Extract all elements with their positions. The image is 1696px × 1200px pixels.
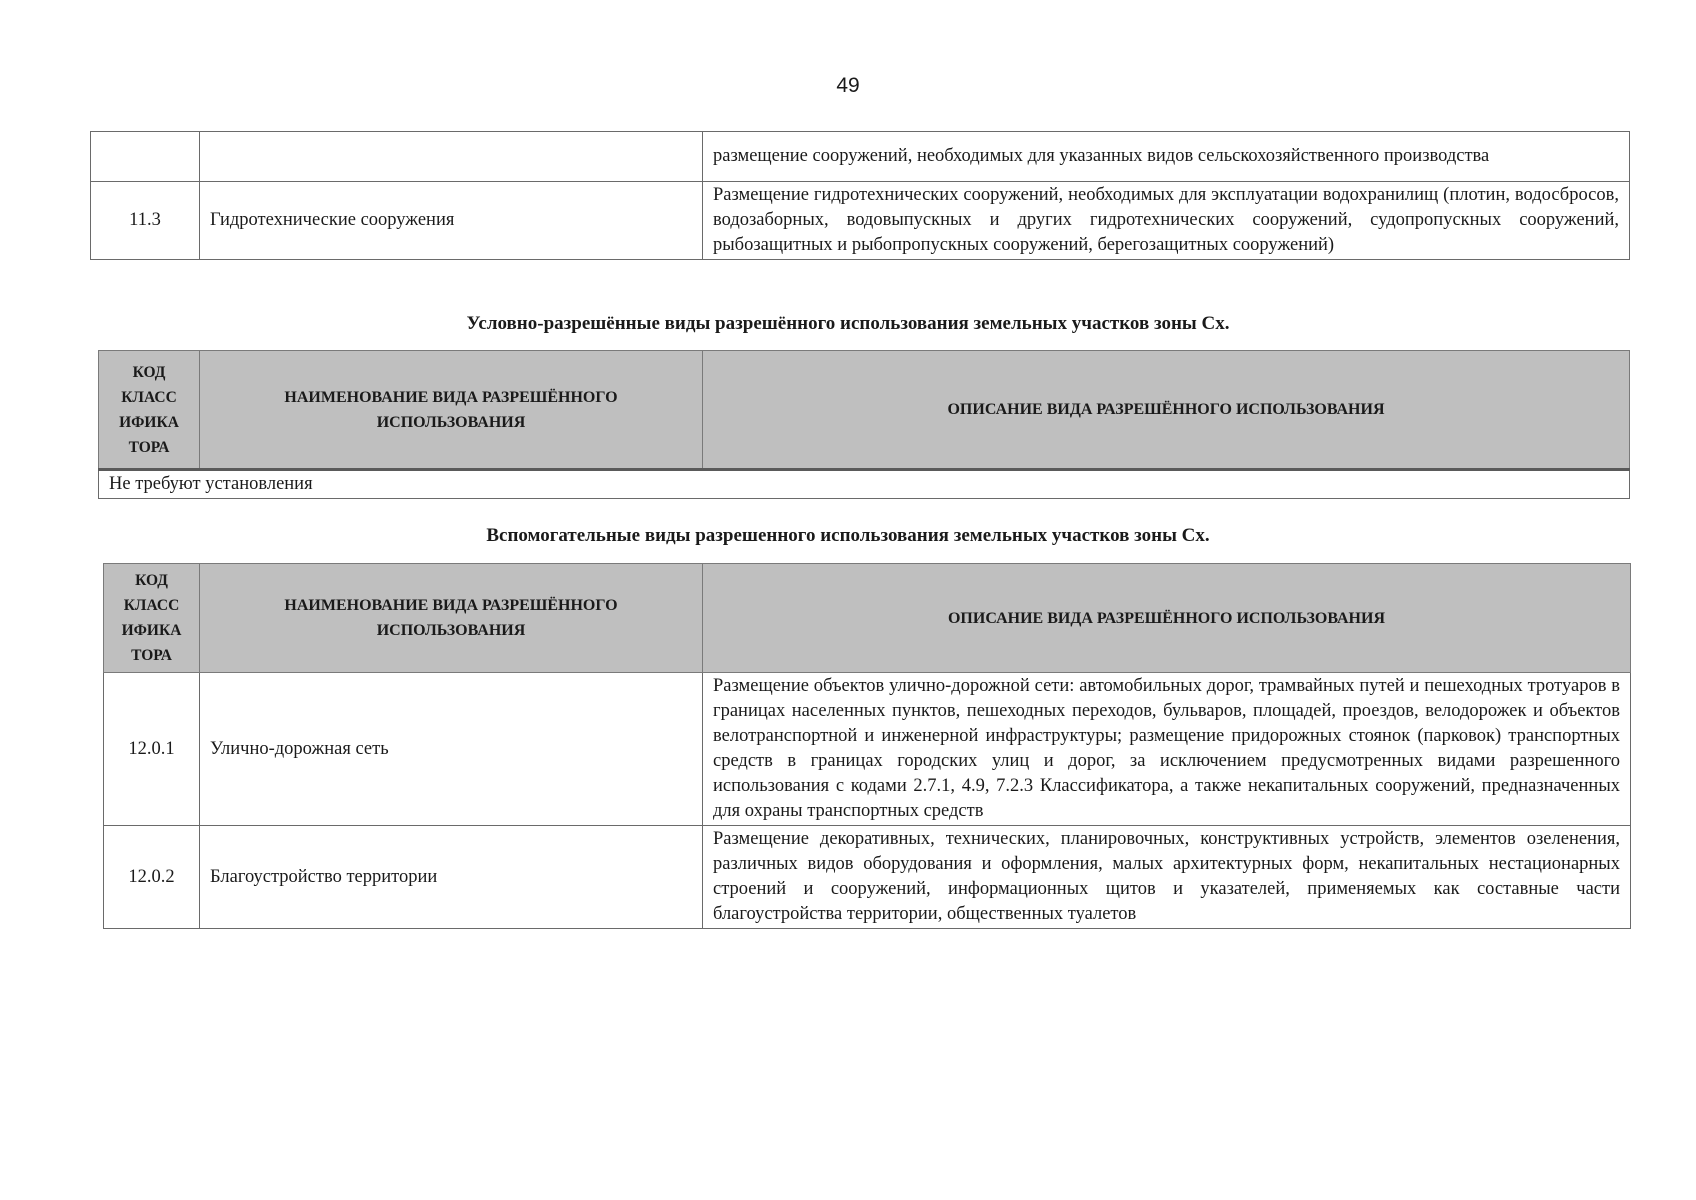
- header-description: ОПИСАНИЕ ВИДА РАЗРЕШЁННОГО ИСПОЛЬЗОВАНИЯ: [703, 564, 1631, 673]
- table-header-row: [99, 351, 1630, 470]
- table-row: [104, 673, 1631, 826]
- header-name: НАИМЕНОВАНИЕ ВИДА РАЗРЕШЁННОГО ИСПОЛЬЗОВАНИЯ: [200, 351, 703, 470]
- section-title-auxiliary: Вспомогательные виды разрешенного использования земельных участков зоны Сх.: [486, 525, 1210, 546]
- description-cell: Размещение гидротехнических сооружений, необходимых для эксплуатации водохранилищ (плотин, водосбросов, водозаборных, водовыпускных и других гидротехнических сооружений, судопропускных сооружений, рыбозащитных и рыбопропускных сооружений, берегозащитных сооружений): [703, 182, 1630, 260]
- continued-table: [90, 131, 1630, 260]
- header-code: КОД КЛАСС ИФИКА ТОРА: [99, 351, 200, 470]
- section-title-conditional: Условно-разрешённые виды разрешённого использования земельных участков зоны Сх.: [466, 313, 1230, 334]
- table-row: [104, 826, 1631, 929]
- auxiliary-uses-table: [103, 563, 1631, 929]
- header-name: НАИМЕНОВАНИЕ ВИДА РАЗРЕШЁННОГО ИСПОЛЬЗОВАНИЯ: [200, 564, 703, 673]
- code-cell: 11.3: [91, 182, 200, 260]
- page-number: 49: [836, 74, 860, 97]
- code-cell: [91, 132, 200, 182]
- description-cell: Размещение декоративных, технических, планировочных, конструктивных устройств, элементов озеленения, различных видов оборудования и оформления, малых архитектурных форм, некапитальных нестационарных строений и сооружений, информационных щитов и указателей, применяемых как составные части благоустройства территории, общественных туалетов: [703, 826, 1631, 929]
- name-cell: Улично-дорожная сеть: [200, 673, 703, 826]
- table-header-row: [104, 564, 1631, 673]
- note-cell: Не требуют установления: [99, 470, 1630, 499]
- table-row: [91, 132, 1630, 182]
- code-cell: 12.0.1: [104, 673, 200, 826]
- header-description: ОПИСАНИЕ ВИДА РАЗРЕШЁННОГО ИСПОЛЬЗОВАНИЯ: [703, 351, 1630, 470]
- description-cell: размещение сооружений, необходимых для указанных видов сельскохозяйственного производства: [703, 132, 1630, 182]
- name-cell: Благоустройство территории: [200, 826, 703, 929]
- table-row: [99, 470, 1630, 499]
- conditional-uses-table: [98, 350, 1630, 499]
- description-cell: Размещение объектов улично-дорожной сети: автомобильных дорог, трамвайных путей и пешеходных тротуаров в границах населенных пунктов, пешеходных переходов, бульваров, площадей, проездов, велодорожек и объектов велотранспортной и инженерной инфраструктуры; размещение придорожных стоянок (парковок) транспортных средств в границах городских улиц и дорог, за исключением предусмотренных видами разрешенного использования с кодами 2.7.1, 4.9, 7.2.3 Классификатора, а также некапитальных сооружений, предназначенных для охраны транспортных средств: [703, 673, 1631, 826]
- code-cell: 12.0.2: [104, 826, 200, 929]
- name-cell: [200, 132, 703, 182]
- table-row: [91, 182, 1630, 260]
- name-cell: Гидротехнические сооружения: [200, 182, 703, 260]
- header-code: КОД КЛАСС ИФИКА ТОРА: [104, 564, 200, 673]
